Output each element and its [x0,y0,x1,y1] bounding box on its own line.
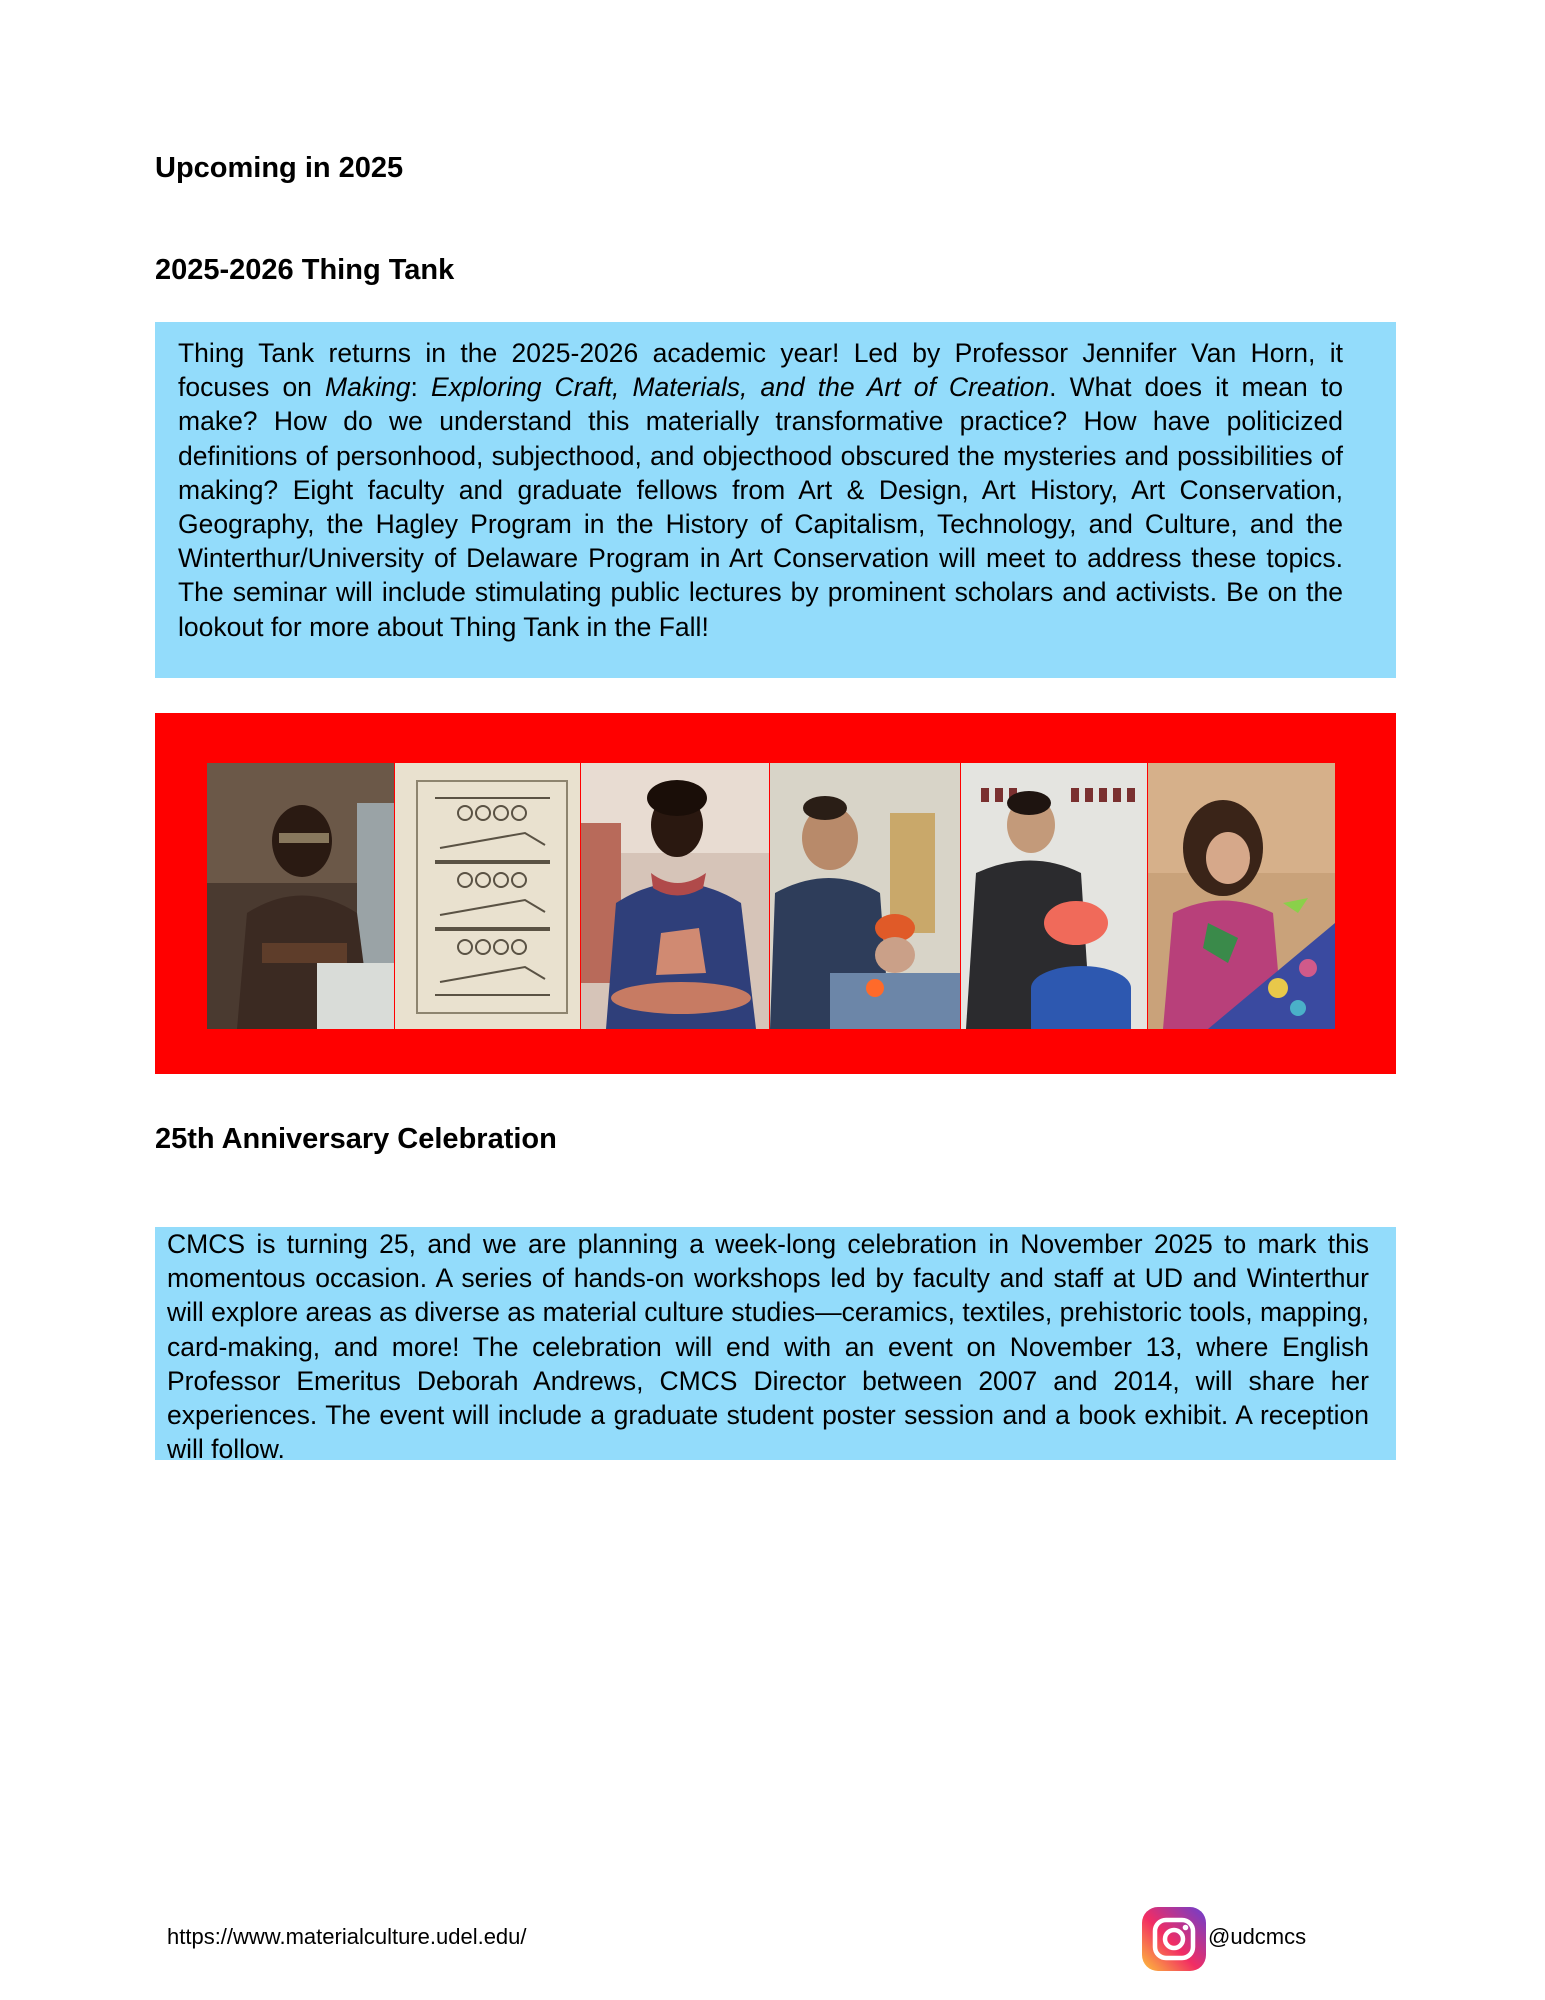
photo-woman-clay [581,763,769,1029]
thing-tank-text-box [155,322,1396,678]
photo-woman-textile [1148,763,1335,1029]
anniversary-text-box [155,1227,1396,1465]
thing-tank-italic-subtitle: Exploring Craft, Materials, and the Art of Creation [430,372,1050,403]
photo-glass-workshop [770,763,960,1029]
thing-tank-colon: : [410,372,431,403]
section-title-thing-tank: 2025-2026 Thing Tank [155,254,455,286]
instagram-handle[interactable]: @udcmcs [1208,1924,1307,1949]
instagram-icon[interactable] [1142,1907,1206,1971]
photo-banner [155,713,1396,1074]
photo-person-at-computer [207,763,394,1029]
section-title-upcoming: Upcoming in 2025 [155,152,404,184]
photo-engraved-plate [395,763,580,1029]
anniversary-paragraph: CMCS is turning 25, and we are planning a week-long celebration in November 2025 to mark this momentous occasion. A series of hands-on workshops led by faculty and staff at UD and Winterthur will explore areas as diverse as material culture studies—ceramics, textiles, prehistoric tools, mapping, card-making, and more! The celebration will end with an event on November 13, where English Professor Emeritus Deborah Andrews, CMCS Director between 2007 and 2014, will share her experiences. The event will include a graduate student poster session and a book exhibit. A reception will follow. [167,1229,1369,1465]
thing-tank-text-before: Thing Tank returns in the 2025-2026 academic year! Led by Professor Jennifer Van Horn, it focuses on [178,338,1343,403]
thing-tank-text-after: . What does it mean to make? How do we understand this materially transformative practice? How have politicized definitions of personhood, subjecthood, and objecthood obscured the mysteries and possibilities of making? Eight faculty and graduate fellows from Art & Design, Art History, Art Conservation, Geography, the Hagley Program in the History of Capitalism, Technology, and Culture, and the Winterthur/University of Delaware Program in Art Conservation will meet to address these topics. The seminar will include stimulating public lectures by prominent scholars and activists. Be on the lookout for more about Thing Tank in the Fall! [178,372,1343,642]
footer-website-link[interactable]: https://www.materialculture.udel.edu/ [167,1924,527,1949]
thing-tank-paragraph [178,336,1343,644]
section-title-anniversary: 25th Anniversary Celebration [155,1123,557,1155]
thing-tank-italic-making: Making [325,372,411,403]
photo-man-paper [961,763,1147,1029]
